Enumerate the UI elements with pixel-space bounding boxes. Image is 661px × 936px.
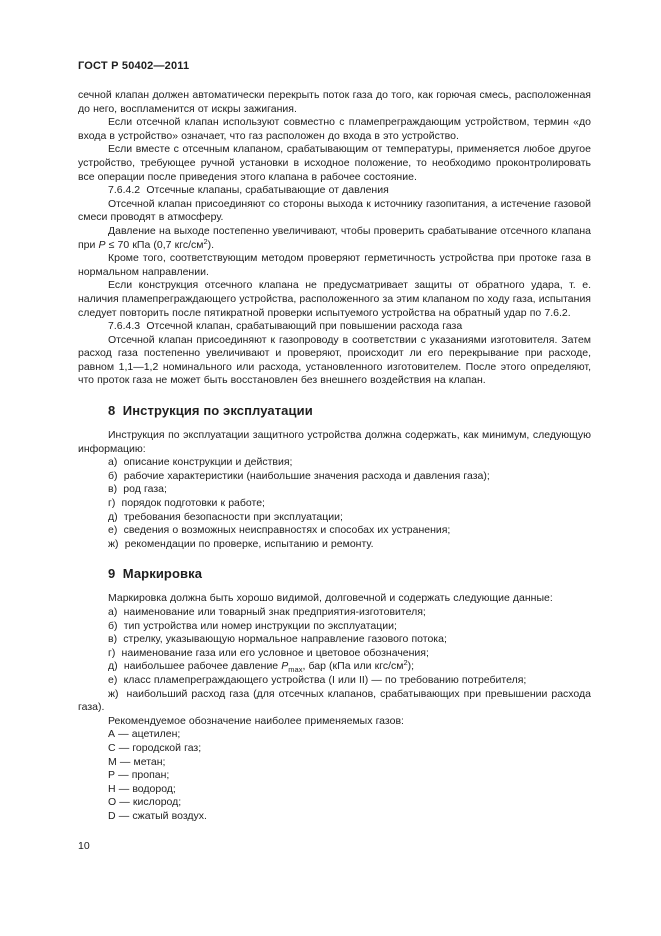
list-item-8-b: б) рабочие характеристики (наибольшие значения расхода и давления газа); (108, 469, 490, 482)
section-heading-8: 8 Инструкция по эксплуатации (108, 403, 313, 419)
paragraph-connect-outlet: Отсечной клапан присоединяют со стороны выхода к источнику газопитания, а истечение газовой смеси проводят в атмосферу. (78, 197, 591, 224)
paragraph-backfire-protection: Если конструкция отсечного клапана не предусматривает защиты от обратного удара, т. е. наличия пламепреграждающего устройства, расположенного за этим клапаном по ходу газа, испытания следует повторить после пятикратной проверки испытуемого устройства на обратный удар по 7.6.2. (78, 279, 591, 319)
list-item-8-zh: ж) рекомендации по проверке, испытанию и ремонту. (108, 537, 374, 550)
marking-pressure-superscript-2: 2 (403, 658, 408, 668)
gas-item-oxygen: О — кислород; (108, 796, 182, 809)
list-item-8-a: а) описание конструкции и действия; (108, 456, 293, 469)
marking-pressure-subscript-max: max (288, 665, 303, 675)
gas-item-acetylene: А — ацетилен; (108, 728, 181, 741)
list-item-9-e: е) класс пламепреграждающего устройства (I или II) — по требованию потребителя; (108, 673, 527, 686)
gas-item-city-gas: С — городской газ; (108, 741, 202, 754)
clause-heading-7-6-4-3: 7.6.4.3 Отсечной клапан, срабатывающий при повышении расхода газа (108, 320, 463, 333)
doc-code-header: ГОСТ Р 50402—2011 (78, 60, 190, 72)
marking-pressure-variable-p: P (281, 660, 289, 673)
paragraph-continuation: сечной клапан должен автоматически перекрыть поток газа до того, как горючая смесь, расположенная до него, воспламенится от искры зажигания. (78, 89, 591, 115)
pressure-text-2: ≤ 70 кПа (0,7 кгс/см (105, 238, 204, 251)
section-heading-9: 9 Маркировка (108, 566, 203, 582)
marking-pressure-text-2: , бар (кПа или кгс/см (302, 660, 404, 673)
gas-item-compressed-air: D — сжатый воздух. (108, 809, 207, 822)
list-item-9-a: а) наименование или товарный знак предприятия-изготовителя; (108, 606, 426, 618)
list-item-9-zh: ж) наибольший расход газа (для отсечных клапанов, срабатывающих при превышении расхода газа). (78, 687, 591, 714)
gas-item-methane: М — метан; (108, 755, 166, 768)
list-item-9-v: в) стрелку, указывающую нормальное направление газового потока; (108, 633, 447, 646)
list-item-9-d (78, 660, 591, 674)
page-content (78, 89, 591, 824)
paragraph-flow-test: Отсечной клапан присоединяют к газопроводу в соответствии с указаниями изготовителя. Затем расход газа постепенно увеличивают и проверяют, происходит ли его перекрывание при расходе, равном 1,1—1,2 номинального или расхода, установленного изготовителем. После этого определяют, что проток газа не может быть восстановлен без внешнего воздействия на клапан. (78, 333, 591, 387)
clause-heading-7-6-4-2: 7.6.4.2 Отсечные клапаны, срабатывающие от давления (108, 184, 389, 197)
paragraph-term-definition: Если отсечной клапан используют совместно с пламепреграждающим устройством, термин «до входа в устройство» означает, что газ расположен до входа в это устройство. (78, 116, 591, 142)
paragraph-pressure-test (78, 225, 591, 252)
list-item-8-d: д) требования безопасности при эксплуатации; (108, 510, 343, 523)
page-number: 10 (78, 840, 90, 852)
list-item-9-b: б) тип устройства или номер инструкции по эксплуатации; (108, 619, 397, 632)
marking-pressure-text-3: ); (407, 660, 415, 673)
gas-item-hydrogen: Н — водород; (108, 782, 176, 795)
paragraph-tightness-check: Кроме того, соответствующим методом проверяют герметичность устройства при протоке газа в нормальном направлении. (78, 252, 591, 278)
pressure-variable-p: P (98, 238, 106, 251)
list-item-9-g: г) наименование газа или его условное и цветовое обозначения; (108, 646, 429, 659)
gases-intro: Рекомендуемое обозначение наиболее применяемых газов: (108, 714, 404, 727)
pressure-text-3: ). (207, 238, 215, 251)
marking-pressure-text-1: д) наибольшее рабочее давление (108, 660, 282, 673)
list-item-8-g: г) порядок подготовки к работе; (108, 497, 265, 510)
pressure-superscript-2: 2 (203, 236, 208, 246)
list-item-8-e: е) сведения о возможных неисправностях и способах их устранения; (108, 524, 451, 537)
list-item-8-v: в) род газа; (108, 483, 167, 496)
pressure-text-1: Давление на выходе постепенно увеличивают, чтобы проверить срабатывание отсечного клапана при (78, 224, 591, 251)
section-9-intro: Маркировка должна быть хорошо видимой, долговечной и содержать следующие данные: (108, 592, 553, 605)
gas-item-propane: Р — пропан; (108, 769, 170, 782)
section-8-intro: Инструкция по эксплуатации защитного устройства должна содержать, как минимум, следующую информацию: (78, 429, 591, 455)
paragraph-manual-reset: Если вместе с отсечным клапаном, срабатывающим от температуры, применяется любое другое устройство, требующее ручной установки в исходное положение, то необходимо проконтролировать все операции после приведения этого клапана в рабочее состояние. (78, 143, 591, 183)
